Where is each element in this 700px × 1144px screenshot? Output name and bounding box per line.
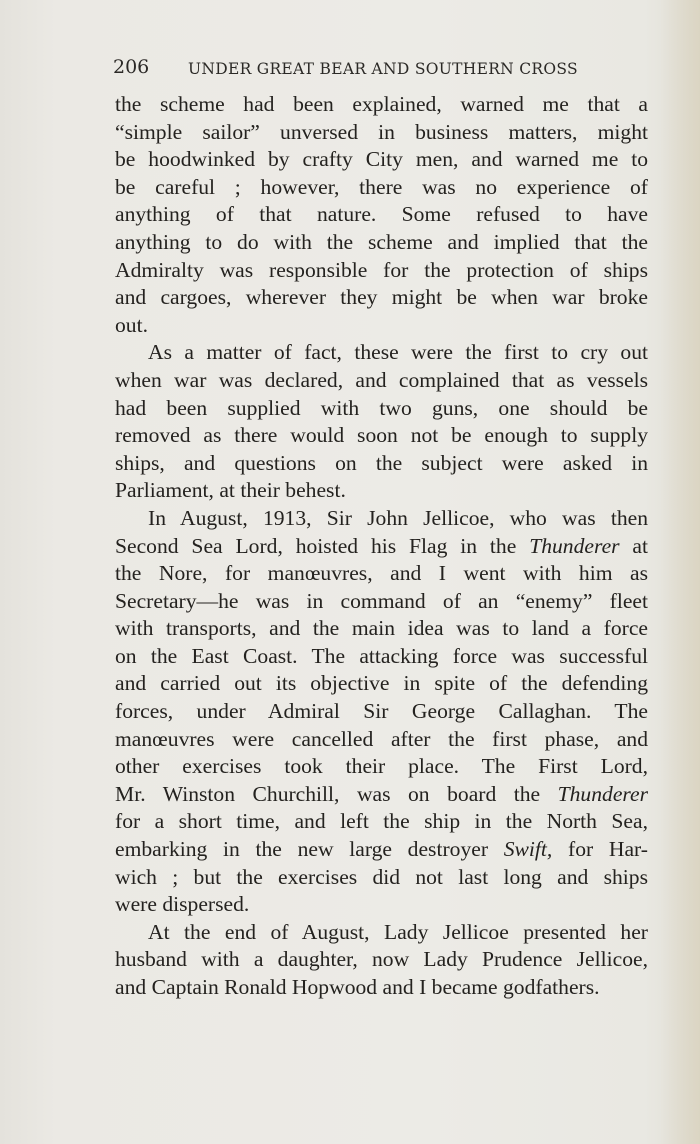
text-line [115,864,648,892]
text-run: Parliament, at their behest. [115,478,346,503]
text-run: anything of that nature. Some refused to have [115,202,648,227]
text-line [115,284,648,312]
text-run: In August, 1913, Sir John Jellicoe, who was then [148,505,648,530]
text-run: As a matter of fact, these were the first to cry out [148,340,648,365]
text-run: were dispersed. [115,892,250,917]
text-line [115,588,648,616]
text-line [115,229,648,257]
page-edge-shading [660,0,700,1144]
text-line [115,974,648,1002]
text-run: wich ; but the exercises did not last long and ships [115,864,648,889]
text-run: on the East Coast. The attacking force was successful [115,643,648,668]
text-line [115,201,648,229]
text-run: At the end of August, Lady Jellicoe presented her [148,919,648,944]
text-run: and carried out its objective in spite of the defending [115,671,648,696]
text-line [115,615,648,643]
running-header [113,56,653,86]
text-line [115,367,648,395]
text-run: be hoodwinked by crafty City men, and warned me to [115,147,648,172]
text-line [115,119,648,147]
italic-text: Thunderer [529,533,620,558]
text-run: husband with a daughter, now Lady Prudence Jellicoe, [115,947,648,972]
text-line [115,174,648,202]
text-run: Admiralty was responsible for the protection of ships [115,257,648,282]
text-line [115,698,648,726]
text-run: with transports, and the main idea was to land a force [115,616,648,641]
text-run: ships, and questions on the subject were asked in [115,450,648,475]
text-run: forces, under Admiral Sir George Callaghan. The [115,699,648,724]
text-run: the scheme had been explained, warned me that a [115,92,648,116]
text-run: and Captain Ronald Hopwood and I became godfathers. [115,975,600,999]
paragraph [115,505,648,919]
text-run: embarking in the new large destroyer [115,837,504,862]
text-line [115,753,648,781]
text-line [115,395,648,423]
text-run: when war was declared, and complained that as vessels [115,367,648,392]
text-line [115,505,648,533]
text-run: had been supplied with two guns, one should be [115,395,648,420]
text-line [115,146,648,174]
text-run: Mr. Winston Churchill, was on board the [115,781,558,806]
paragraph [115,919,648,1002]
text-line [115,808,648,836]
text-line [115,533,648,561]
text-line [115,781,648,809]
text-line [115,891,648,919]
text-line [115,836,648,864]
paragraph [115,339,648,505]
text-line [115,477,648,505]
text-line [115,946,648,974]
text-line [115,339,648,367]
text-run: Secretary—he was in command of an “enemy” fleet [115,588,648,613]
text-run: for Har- [552,837,648,862]
text-line [115,422,648,450]
text-run: for a short time, and left the ship in the North Sea, [115,809,648,834]
text-run: at [619,533,648,558]
text-line [115,312,648,340]
text-run: and cargoes, wherever they might be when war broke [115,285,648,310]
text-line [115,257,648,285]
text-run: Second Sea Lord, hoisted his Flag in the [115,533,530,558]
italic-text: Thunderer [557,781,648,806]
text-run: out. [115,312,148,337]
text-run: anything to do with the scheme and implied that the [115,229,648,254]
text-run: be careful ; however, there was no experience of [115,174,648,199]
text-line [115,643,648,671]
text-run: other exercises took their place. The First Lord, [115,754,648,779]
body-text [115,91,648,1002]
page-number: 206 [113,56,150,78]
text-line [115,670,648,698]
text-run: “simple sailor” unversed in business matters, might [115,119,648,144]
paragraph [115,91,648,339]
running-title: UNDER GREAT BEAR AND SOUTHERN CROSS [188,60,578,78]
text-run: the Nore, for manœuvres, and I went with him as [115,561,648,586]
text-line [115,919,648,947]
text-line [115,560,648,588]
text-line [115,450,648,478]
italic-text: Swift, [503,837,553,862]
text-run: manœuvres were cancelled after the first phase, and [115,726,648,751]
text-run: removed as there would soon not be enough to supply [115,423,648,448]
text-line [115,91,648,119]
text-line [115,726,648,754]
